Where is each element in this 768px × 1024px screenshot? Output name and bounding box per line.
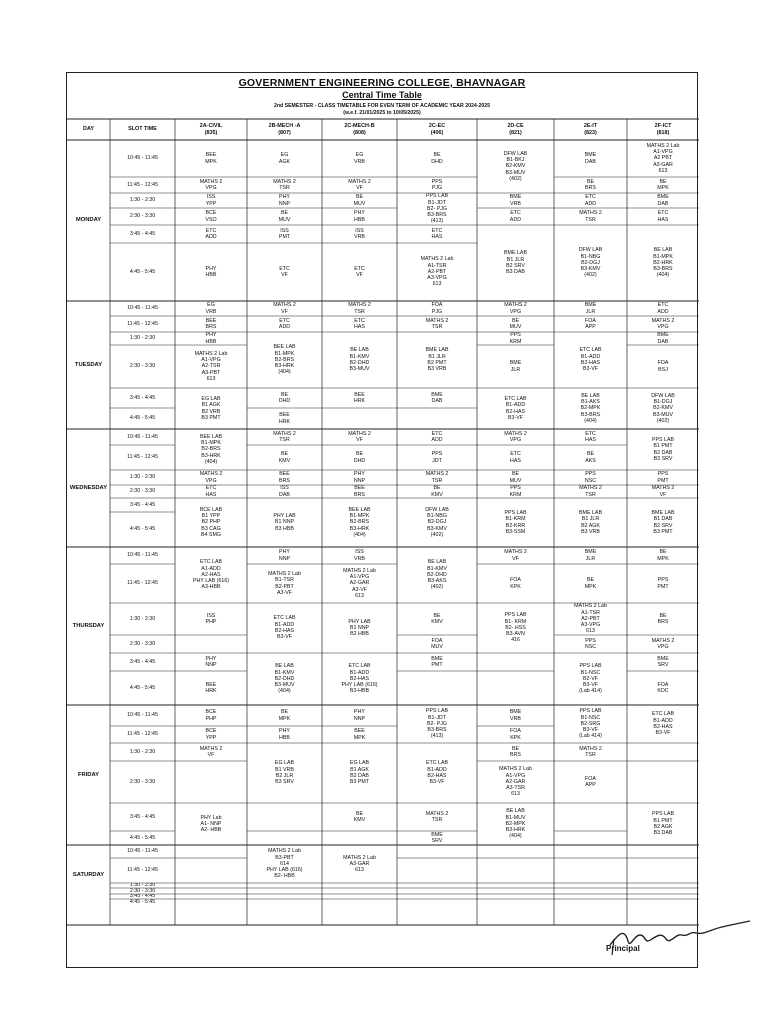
class-cell: BE LAB B1-KMV B2-DHD B3-MUV xyxy=(349,347,370,373)
class-cell: BME LAB B1 JLR B2 PMT B3 VRB xyxy=(425,347,449,373)
class-cell: BME LAB B1 JLR B2 AGK B3 VRB xyxy=(579,509,602,535)
class-cell: BE MPK xyxy=(657,178,669,191)
class-cell: BCE LAB B1 YPP B2 PHP B3 CAG B4 SMG xyxy=(199,506,223,538)
class-cell: ISS VRB xyxy=(354,549,365,562)
class-cell: PPS LAB B1 PMT B2 AGK B3 DAB xyxy=(651,811,675,837)
class-cell: MATHS 2 TSR xyxy=(273,178,296,191)
college-title: GOVERNMENT ENGINEERING COLLEGE, BHAVNAGAR xyxy=(238,77,526,89)
class-cell: MATHS 2 Lab A1-VPG A2 PBT A3-GAR 613 xyxy=(646,142,680,174)
empty-cell xyxy=(175,899,247,905)
slot-time: 11:45 - 12:45 xyxy=(127,731,158,738)
slot-time: 2:30 - 3:30 xyxy=(129,363,156,370)
class-cell: FOA KDC xyxy=(657,681,669,694)
class-cell: PPS JDT xyxy=(431,451,443,464)
class-cell: FOA MUV xyxy=(431,637,443,650)
class-cell: ETC ADD xyxy=(205,227,217,240)
slot-time: 2:30 - 3:30 xyxy=(129,488,156,495)
slot-time: 1:30 - 2:30 xyxy=(129,474,156,481)
class-cell: PPS PMT xyxy=(657,577,669,590)
empty-cell xyxy=(322,831,397,845)
slot-time: 2:30 - 3:30 xyxy=(129,888,156,894)
class-cell: DFW LAB B1-NBG B2-DGJ B3-KMV (402) xyxy=(425,506,449,538)
column-header-8: 2F-ICT (818) xyxy=(654,123,672,136)
slot-time: 4:45 - 5:45 xyxy=(129,268,156,275)
class-cell: BEE HRK xyxy=(278,412,291,425)
empty-cell xyxy=(477,845,554,858)
class-cell: BE BRS xyxy=(657,612,669,625)
day-label-saturday: SATURDAY xyxy=(72,871,105,878)
class-cell: BEE MPK xyxy=(353,728,366,741)
slot-time: 11:45 - 12:45 xyxy=(127,181,158,188)
class-cell: PHY NNP xyxy=(205,655,217,668)
slot-time: 1:30 - 2:30 xyxy=(129,197,156,204)
class-cell: MATHS 2 Lab A1-VPG A2-GAR A3-VF 613 xyxy=(343,567,376,599)
class-cell: BME SRV xyxy=(431,831,443,844)
slot-time: 4:45 - 5:45 xyxy=(129,684,156,691)
class-cell: PPS LAB B1- KRM B2- HSS B3-AVN 416 xyxy=(504,612,527,644)
class-cell: MATHS 2 Lab A1-TSR A2-PBT A3-VPG 613 xyxy=(420,256,454,288)
day-label-monday: MONDAY xyxy=(75,217,102,224)
class-cell: PPS NSC xyxy=(584,637,597,650)
class-cell: MATHS 2 Lab A1-VPG A2-TSR A3-PBT 613 xyxy=(194,350,228,382)
slot-time: 3:45 - 4:45 xyxy=(129,501,156,508)
day-label-wednesday: WEDNESDAY xyxy=(69,484,108,491)
empty-cell xyxy=(247,803,322,831)
class-cell: ETC LAB B1-ADD B2-HAS B3-VF xyxy=(425,760,449,786)
class-cell: BEE LAB B1-MPK B2-BRS B3-HRK (404) xyxy=(348,506,371,538)
empty-cell xyxy=(627,858,699,883)
empty-cell xyxy=(627,743,699,761)
slot-time: 1:30 - 2:30 xyxy=(129,615,156,622)
class-cell: BE BRS xyxy=(510,745,521,758)
class-cell: MATHS 2 VPG xyxy=(199,178,223,191)
empty-cell xyxy=(247,831,322,845)
class-cell: BE LAB B1-KMV B2-DHD B3-MUV (404) xyxy=(274,663,295,695)
empty-cell xyxy=(554,831,627,845)
column-header-4: 2C-MECH-B (808) xyxy=(344,123,375,136)
class-cell: BE DHD xyxy=(278,391,291,404)
class-cell: MATHS 2 VF xyxy=(348,430,371,443)
class-cell: PHY HBB xyxy=(205,332,217,345)
class-cell: BE MPK xyxy=(584,577,597,590)
class-cell: MATHS 2 Lab A1-TSR A2-PBT A3-VPG 613 xyxy=(574,603,607,635)
class-cell: PPS KRM xyxy=(509,485,522,498)
column-header-7: 2E-IT (823) xyxy=(583,123,598,136)
class-cell: BME LAB B1 JLR B2 SRV B3 DAB xyxy=(504,250,527,276)
class-cell: ETC HAS xyxy=(657,210,669,223)
class-cell: BEE LAB B1-MPK B2-BRS B3-HRK (404) xyxy=(273,344,296,376)
semester-line: 2nd SEMESTER - CLASS TIMETABLE FOR EVEN TERM OF ACADEMIC YEAR 2024-2025 xyxy=(273,103,491,109)
class-cell: MATHS 2 VF xyxy=(504,549,527,562)
class-cell: BCE VSO xyxy=(205,210,217,223)
empty-cell xyxy=(397,408,477,429)
class-cell: PHY NNP xyxy=(353,709,366,722)
class-cell: BE MUV xyxy=(509,317,522,330)
class-cell: PHY HBB xyxy=(279,728,290,741)
class-cell: ISS YPP xyxy=(205,194,217,207)
class-cell: ETC ADD xyxy=(657,302,669,315)
class-cell: BEE BRS xyxy=(354,485,365,498)
class-cell: MATHS 2 TSR xyxy=(273,430,296,443)
day-label-thursday: THURSDAY xyxy=(72,622,105,629)
column-header-6: 2D-CE (821) xyxy=(507,123,524,136)
class-cell: PPS KRM xyxy=(509,332,522,345)
class-cell: ETC LAB B1-ADD B2-HAS PHY LAB (616) B3-HBB xyxy=(341,663,378,695)
column-header-2: 2A-CIVIL (835) xyxy=(199,123,223,136)
class-cell: ETC HAS xyxy=(354,317,365,330)
class-cell: MATHS 2 Lab B3-PBT 614 PHY LAB (616) B2- HBB xyxy=(266,848,303,880)
class-cell: PPS LAB B1 PMT B2 DAB B3 SRV xyxy=(651,436,675,462)
class-cell: MATHS 2 TSR xyxy=(579,745,602,758)
class-cell: ETC ADD xyxy=(278,317,291,330)
class-cell: FOA KPK xyxy=(510,577,521,590)
class-cell: PPS LAB B1-NSC B2-VF B3-VF (Lab 414) xyxy=(579,663,602,695)
slot-time: 1:30 - 2:30 xyxy=(129,748,156,755)
slot-time: 1:30 - 2:30 xyxy=(129,883,156,888)
class-cell: FOA PJG xyxy=(431,302,443,315)
page-subtitle: Central Time Table xyxy=(342,90,422,100)
slot-time: 3:45 - 4:45 xyxy=(129,658,156,665)
empty-cell xyxy=(397,845,477,858)
slot-time: 4:45 - 5:45 xyxy=(129,899,156,905)
slot-time: 11:45 - 12:45 xyxy=(127,580,158,587)
class-cell: ETC HAS xyxy=(431,227,443,240)
class-cell: BE MUV xyxy=(353,194,366,207)
class-cell: BEE MPK xyxy=(205,152,217,165)
class-cell: BME JLR xyxy=(584,549,597,562)
class-cell: MATHS 2 VPG xyxy=(504,430,527,443)
class-cell: ETC LAB B1-ADD B2-HAS B3-VF xyxy=(651,711,675,737)
class-cell: ETC HAS xyxy=(205,485,217,498)
class-cell: BE MPK xyxy=(657,549,669,562)
class-cell: MATHS 2 Lab A1-VPG A2-GAR A3-TSR 613 xyxy=(499,766,532,798)
class-cell: BEE BRS xyxy=(205,317,217,330)
slot-time: 3:45 - 4:45 xyxy=(129,813,156,820)
empty-cell xyxy=(627,845,699,858)
class-cell: MATHS 2 VPG xyxy=(651,317,675,330)
principal-label: Principal xyxy=(606,944,640,953)
slot-time: 2:30 - 3:30 xyxy=(129,213,156,220)
class-cell: ETC VF xyxy=(354,265,365,278)
class-cell: ETC LAB B1-ADD B2-HAS B3-VF xyxy=(579,347,602,373)
class-cell: BEE BRS xyxy=(279,471,290,484)
class-cell: EG VRB xyxy=(205,302,217,315)
class-cell: ETC LAB A1-ADD A2-HAS PHY LAB (616) A3-HBB xyxy=(192,559,230,591)
class-cell: PHY NNP xyxy=(278,194,291,207)
class-cell: EG LAB B1 AGK B2 VRB B3 PMT xyxy=(201,395,221,421)
column-header-1: SLOT TIME xyxy=(128,126,157,133)
class-cell: BE LAB B1-MPK B2-HRK B3-BRS (404) xyxy=(653,247,673,279)
class-cell: PPS LAB B1-NSC B2-SRG B3-VF (Lab 414) xyxy=(579,708,602,740)
slot-time: 4:45 - 5:45 xyxy=(129,415,156,422)
class-cell: ISS PMT xyxy=(278,227,291,240)
empty-cell xyxy=(322,899,397,905)
empty-cell xyxy=(175,635,247,653)
class-cell: BME JLR xyxy=(584,302,597,315)
class-cell: BE LAB B1-MUV B2-MPK B3-HRK (404) xyxy=(505,808,526,840)
class-cell: BEE LAB B1-MPK B2-BRS B3-HRK (404) xyxy=(199,433,223,465)
slot-time: 3:45 - 4:45 xyxy=(129,394,156,401)
class-cell: BME DAB xyxy=(431,391,443,404)
class-cell: BME LAB B1 DAB B2 SRV B3 PMT xyxy=(651,509,675,535)
class-cell: ETC LAB B1-ADD B2-HAS B3-VF xyxy=(504,395,527,421)
class-cell: BE LAB B1-KMV B2-DHD B3-AKS (402) xyxy=(427,559,447,591)
empty-cell xyxy=(554,803,627,831)
class-cell: BE MUV xyxy=(509,471,522,484)
class-cell: MATHS 2 TSR xyxy=(425,810,449,823)
slot-time: 11:45 - 12:45 xyxy=(127,454,158,461)
class-cell: FOA KPK xyxy=(510,728,521,741)
class-cell: ISS DAB xyxy=(279,485,290,498)
slot-time: 4:45 - 5:45 xyxy=(129,834,156,841)
class-cell: BE KMV xyxy=(278,451,291,464)
empty-cell xyxy=(477,653,554,671)
empty-cell xyxy=(175,761,247,803)
principal-signature xyxy=(600,905,760,965)
wef-line: (w.e.f. 21/01/2025 to 10/05/2025) xyxy=(343,110,421,116)
slot-time: 10:45 - 11:45 xyxy=(127,848,158,855)
class-cell: PHY Lab A1- NNP A2- HBB xyxy=(200,814,222,834)
empty-cell xyxy=(554,858,627,883)
empty-cell xyxy=(554,845,627,858)
class-cell: PPS PMT xyxy=(657,471,669,484)
class-cell: BME VRB xyxy=(509,194,522,207)
class-cell: DFW LAB B1-DGJ B2-KMV B3-MUV (402) xyxy=(651,392,675,424)
class-cell: DFW LAB B1-NBG B2-DGJ B3-KMV (402) xyxy=(578,247,603,279)
column-header-5: 2C-EC (406) xyxy=(428,123,446,136)
slot-time: 3:45 - 4:45 xyxy=(129,230,156,237)
empty-cell xyxy=(322,408,397,429)
class-cell: ETC LAB B1-ADD B2-HAS B3-VF xyxy=(273,615,296,641)
empty-cell xyxy=(627,761,699,803)
slot-time: 2:30 - 3:30 xyxy=(129,640,156,647)
column-header-0: DAY xyxy=(83,126,94,133)
class-cell: BE AKS xyxy=(585,451,596,464)
empty-cell xyxy=(397,671,477,705)
class-cell: EG LAB B1 VRB B2 JLR B3 SRV xyxy=(274,760,295,786)
class-cell: BME DAB xyxy=(584,152,597,165)
class-cell: MATHS 2 TSR xyxy=(579,485,602,498)
class-cell: DFW LAB B1-BKJ B2-KMV B3-MUV (402) xyxy=(503,150,528,182)
class-cell: BME VRB xyxy=(509,709,522,722)
slot-time: 11:45 - 12:45 xyxy=(127,320,158,327)
empty-cell xyxy=(477,899,554,905)
class-cell: ETC HAS xyxy=(585,430,596,443)
empty-cell xyxy=(477,858,554,883)
empty-cell xyxy=(175,845,247,858)
class-cell: MATHS 2 VPG xyxy=(504,302,527,315)
class-cell: MATHS 2 VF xyxy=(348,178,371,191)
class-cell: BEE HRK xyxy=(205,681,217,694)
class-cell: BE MUV xyxy=(278,210,291,223)
class-cell: FOA BSJ xyxy=(657,360,669,373)
column-header-3: 2B-MECH -A (807) xyxy=(268,123,301,136)
class-cell: BE KMV xyxy=(431,485,443,498)
class-cell: MATHS 2 TSR xyxy=(348,302,371,315)
class-cell: BE KMV xyxy=(431,612,443,625)
class-cell: ETC ADD xyxy=(584,194,597,207)
class-cell: ETC VF xyxy=(279,265,290,278)
slot-time: 1:30 - 2:30 xyxy=(129,335,156,342)
class-cell: PPS PJG xyxy=(431,178,443,191)
class-cell: BME DAB xyxy=(657,332,669,345)
day-label-friday: FRIDAY xyxy=(77,771,100,778)
class-cell: BCE PHP xyxy=(205,709,217,722)
class-cell: BEE HRK xyxy=(353,391,366,404)
class-cell: ETC ADD xyxy=(431,430,443,443)
class-cell: EG VRB xyxy=(354,152,365,165)
class-cell: EG LAB B1 AGK B2 DAB B3 PMT xyxy=(349,760,370,786)
class-cell: PPS LAB B1-KRM B2-KRR B3-SSM xyxy=(504,509,527,535)
class-cell: ISS PHP xyxy=(205,612,217,625)
class-cell: BE DHD xyxy=(431,152,443,165)
class-cell: PPS LAB B1-JDT B2- PJG B3-BRS (413) xyxy=(425,708,449,740)
class-cell: BE MPK xyxy=(278,709,291,722)
timetable-page xyxy=(66,72,698,968)
class-cell: FOA APP xyxy=(585,775,596,788)
class-cell: EG AGK xyxy=(278,152,291,165)
slot-time: 11:45 - 12:45 xyxy=(127,867,158,874)
class-cell: BME JLR xyxy=(509,360,522,373)
class-cell: BCE YPP xyxy=(205,728,217,741)
class-cell: MATHS 2 Lab B1-TSR B2-PBT A3-VF xyxy=(268,570,301,596)
class-cell: ETC HAS xyxy=(510,451,521,464)
empty-cell xyxy=(247,899,322,905)
slot-time: 4:45 - 5:45 xyxy=(129,526,156,533)
slot-time: 10:45 - 11:45 xyxy=(127,712,158,719)
class-cell: PHY HBB xyxy=(205,265,217,278)
class-cell: PPS LAB B1-JDT B2- PJG B3-BRS (413) xyxy=(425,193,449,225)
slot-time: 10:45 - 11:45 xyxy=(127,552,158,559)
slot-time: 10:45 - 11:45 xyxy=(127,305,158,312)
slot-time: 2:30 - 3:30 xyxy=(129,778,156,785)
slot-time: 10:45 - 11:45 xyxy=(127,155,158,162)
class-cell: MATHS 2 TSR xyxy=(425,317,449,330)
class-cell: BE KMV xyxy=(353,810,366,823)
class-cell: MATHS 2 TSR xyxy=(425,471,449,484)
class-cell: PHY LAB B1 NNP B2 HBB xyxy=(348,618,371,638)
slot-time: 3:45 - 4:45 xyxy=(129,894,156,899)
class-cell: PHY NNP xyxy=(278,549,291,562)
class-cell: MATHS 2 TSR xyxy=(579,210,602,223)
class-cell: ETC ADD xyxy=(509,210,522,223)
class-cell: BME PMT xyxy=(431,655,443,668)
class-cell: PHY LAB B1 NNP B3 HBB xyxy=(273,513,296,532)
class-cell: MATHS 2 VF xyxy=(651,485,675,498)
class-cell: BME DAB xyxy=(657,194,669,207)
class-cell: PHY NNP xyxy=(353,471,366,484)
class-cell: BE BRS xyxy=(585,178,596,191)
empty-cell xyxy=(397,899,477,905)
class-cell: BE LAB B1-AKS B2-MPK B3-BRS (404) xyxy=(580,392,601,424)
class-cell: MATHS 2 VPG xyxy=(651,637,675,650)
class-cell: MATHS 2 VF xyxy=(199,745,223,758)
slot-time: 10:45 - 11:45 xyxy=(127,433,158,440)
class-cell: ISS VRB xyxy=(354,227,365,240)
class-cell: PHY HBB xyxy=(354,210,365,223)
class-cell: FOA APP xyxy=(585,317,596,330)
empty-cell xyxy=(477,671,554,705)
class-cell: BE DHD xyxy=(353,451,366,464)
class-cell: MATHS 2 Lab A3-GAR 613 xyxy=(343,854,376,874)
empty-cell xyxy=(175,858,247,883)
class-cell: BME SRV xyxy=(657,655,669,668)
empty-cell xyxy=(397,858,477,883)
class-cell: MATHS 2 VPG xyxy=(199,471,223,484)
class-cell: PPS NSC xyxy=(584,471,597,484)
day-label-tuesday: TUESDAY xyxy=(74,361,103,368)
class-cell: MATHS 2 VF xyxy=(273,302,296,315)
